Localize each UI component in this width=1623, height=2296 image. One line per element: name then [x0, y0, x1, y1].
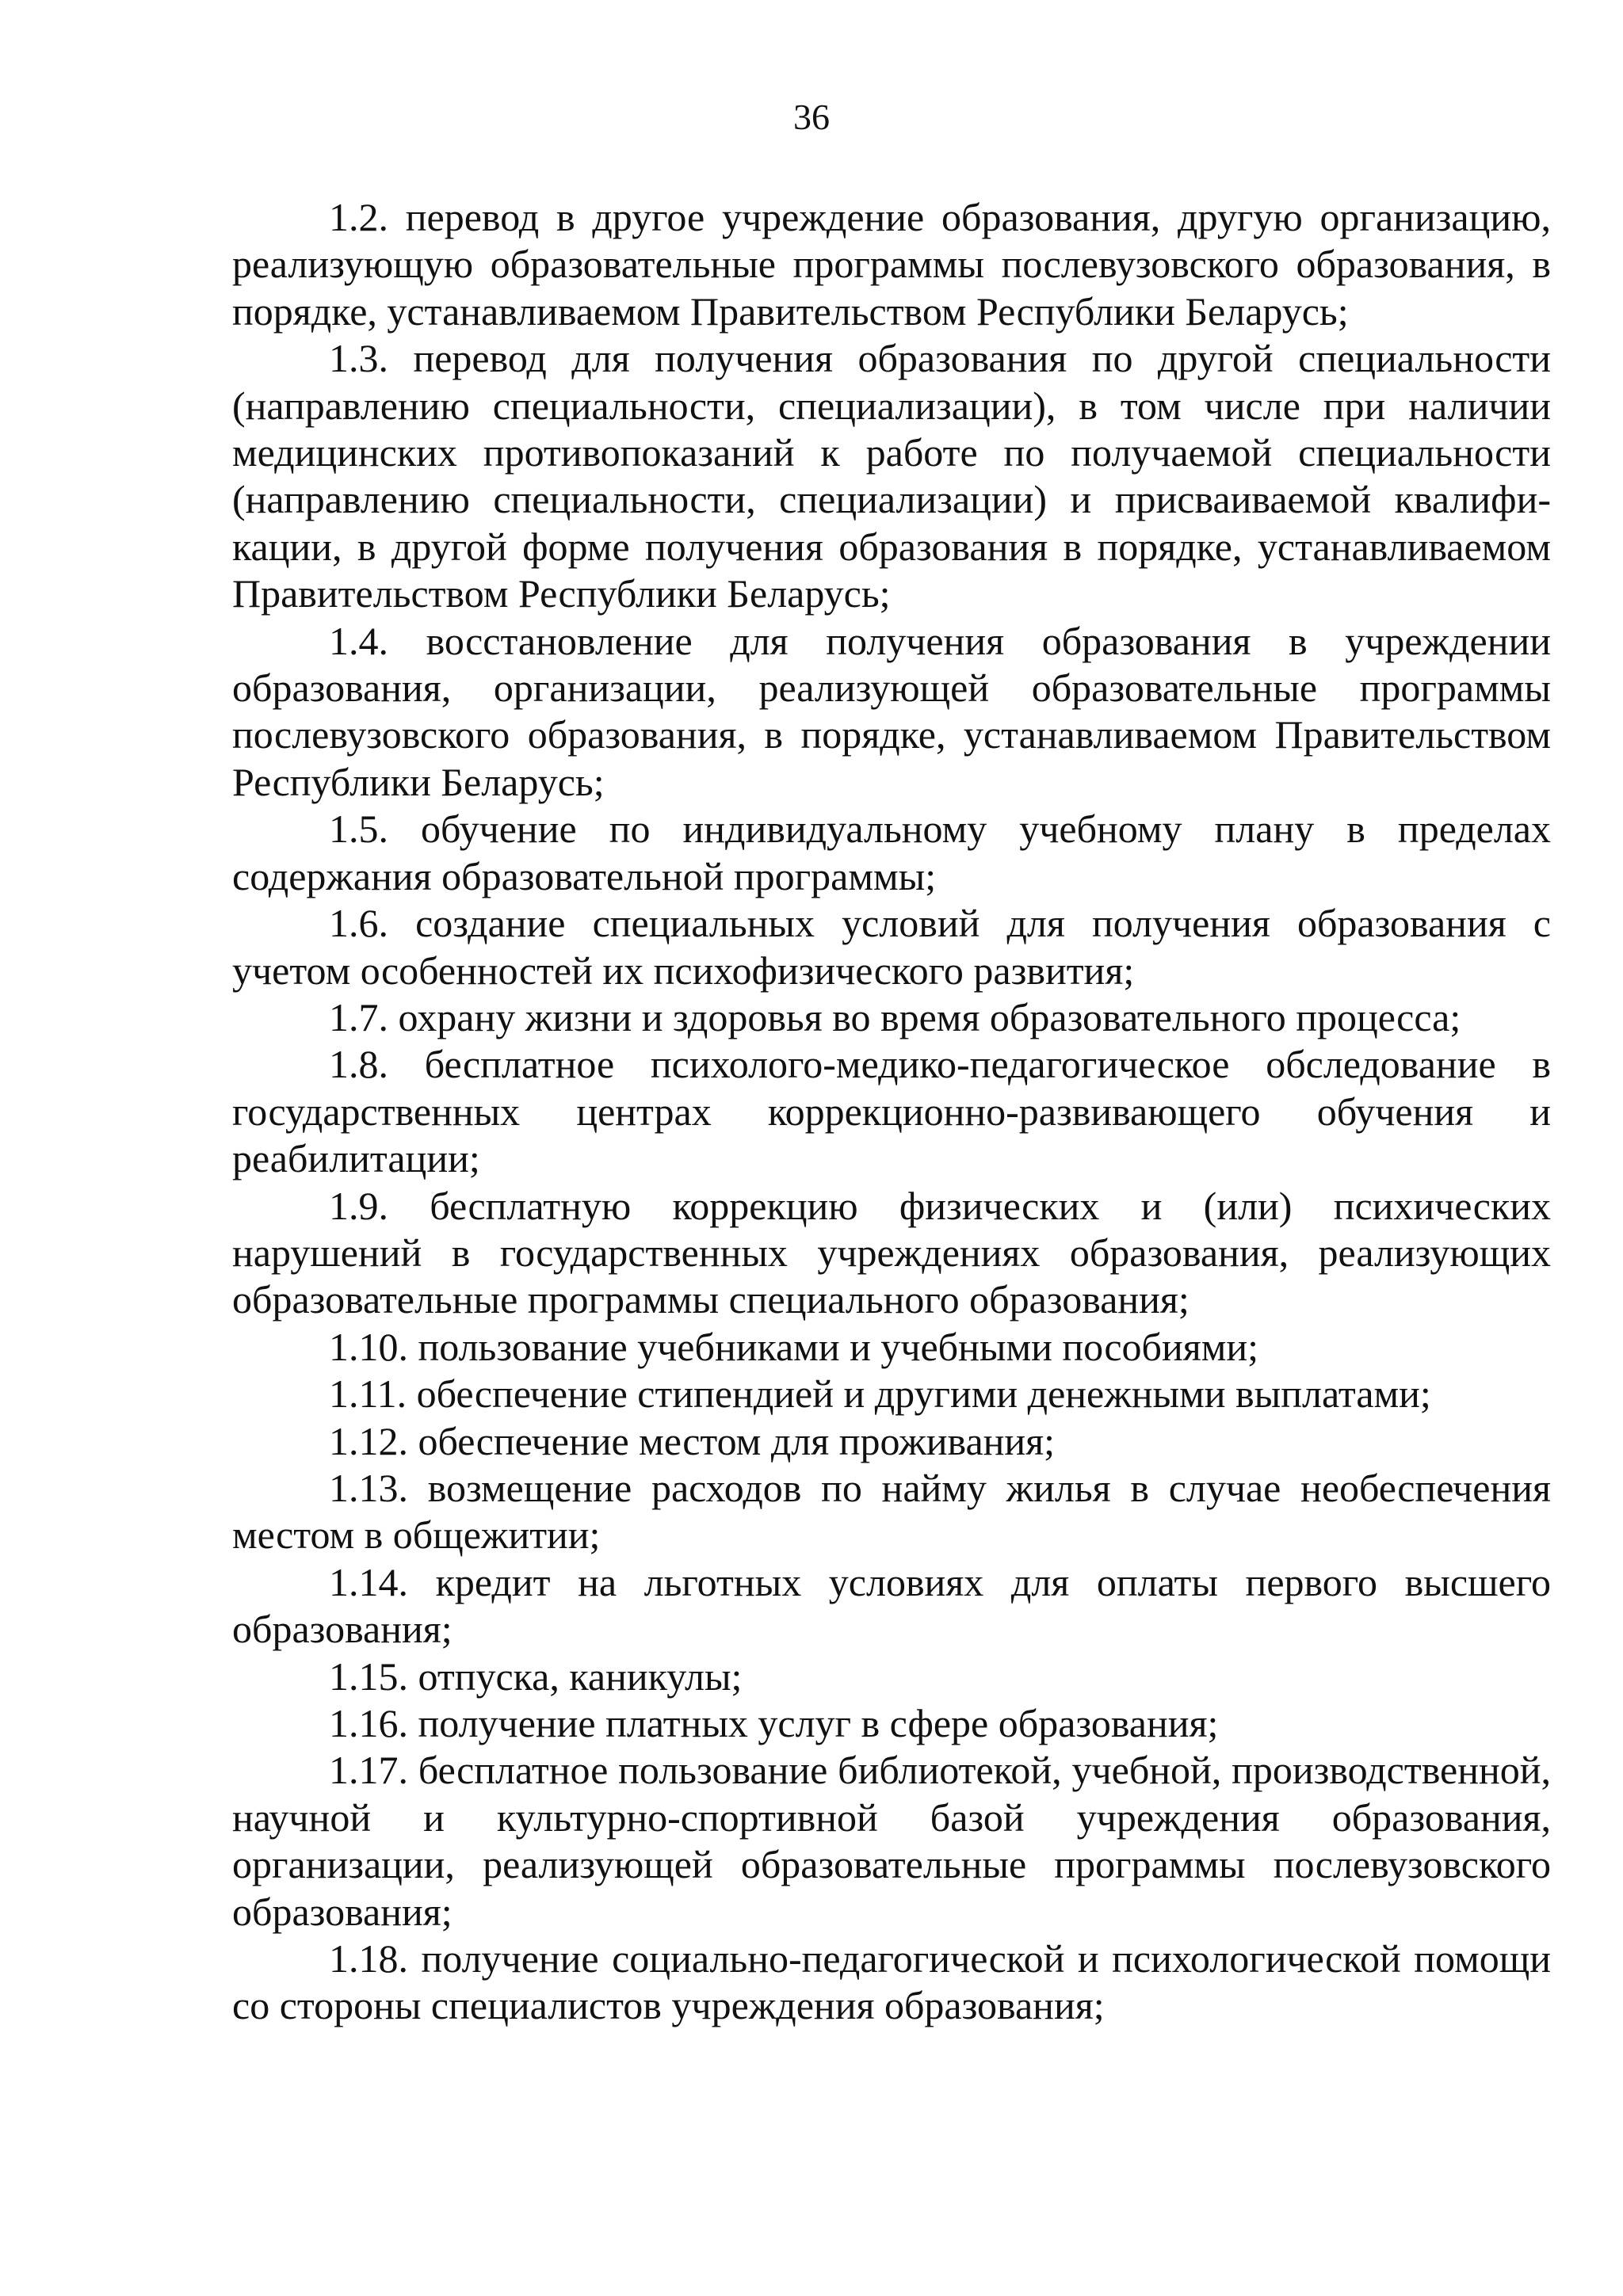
paragraph-1-10: 1.10. пользование учебниками и учебными пособиями; — [329, 1324, 1259, 1369]
paragraph-1-14: 1.14. кредит на льготных условиях для оплаты первого высшего образования; — [232, 1559, 1551, 1652]
paragraph-1-7: 1.7. охрану жизни и здоровья во время образовательного процесса; — [329, 994, 1461, 1039]
paragraph-1-8: 1.8. бесплатное психолого-медико-педагогическое обследование в государственных центрах коррекционно-развивающего обучения и реабилитации; — [232, 1042, 1551, 1181]
paragraph-1-3: 1.3. перевод для получения образования по другой специальности (направлению специальности, специализации), в том числе при наличии медицинских противопоказаний к работе по получаемой специальности (направлению специальности, специализации) и присваиваемой квалификации, в другой форме получения образования в порядке, устанавливаемом Правительством Республики Беларусь; — [232, 336, 1551, 616]
paragraph-1-17: 1.17. бесплатное пользование библиотекой, учебной, производственной, научной и культурно-спортивной базой учреждения образования, организации, реализующей образовательные программы послевузовского образования; — [232, 1748, 1551, 1934]
paragraph-1-18: 1.18. получение социально-педагогической и психологической помощи со стороны специалистов учреждения образования; — [232, 1936, 1551, 2028]
paragraph-1-4: 1.4. восстановление для получения образования в учреждении образования, организации, реализующей образовательные программы послевузовского образования, в порядке, устанавливаемом Правительством Республики Беларусь; — [232, 618, 1551, 804]
paragraph-1-5: 1.5. обучение по индивидуальному учебному плану в пределах содержания образовательной программы; — [232, 807, 1551, 898]
paragraph-1-12: 1.12. обеспечение местом для проживания; — [329, 1418, 1056, 1463]
document-body — [232, 194, 1551, 2030]
paragraph-1-13: 1.13. возмещение расходов по найму жилья в случае необеспечения местом в общежитии; — [232, 1465, 1551, 1558]
paragraph-1-15: 1.15. отпуска, каникулы; — [329, 1653, 743, 1699]
paragraph-1-9: 1.9. бесплатную коррекцию физических и (или) психических нарушений в государственных учреждениях образования, реализующих образовательные программы специального образования; — [232, 1183, 1551, 1322]
paragraph-1-2: 1.2. перевод в другое учреждение образования, другую организацию, реализующую образовательные программы послевузовского образования, в порядке, устанавливаемом Правительством Республики Беларусь; — [232, 195, 1551, 334]
paragraph-1-11: 1.11. обеспечение стипендией и другими денежными выплатами; — [329, 1371, 1431, 1417]
paragraph-1-16: 1.16. получение платных услуг в сфере образования; — [329, 1701, 1219, 1745]
paragraph-1-6: 1.6. создание специальных условий для получения образования с учетом особенностей их психофизического развития; — [232, 901, 1551, 993]
page-number: 36 — [793, 97, 830, 137]
